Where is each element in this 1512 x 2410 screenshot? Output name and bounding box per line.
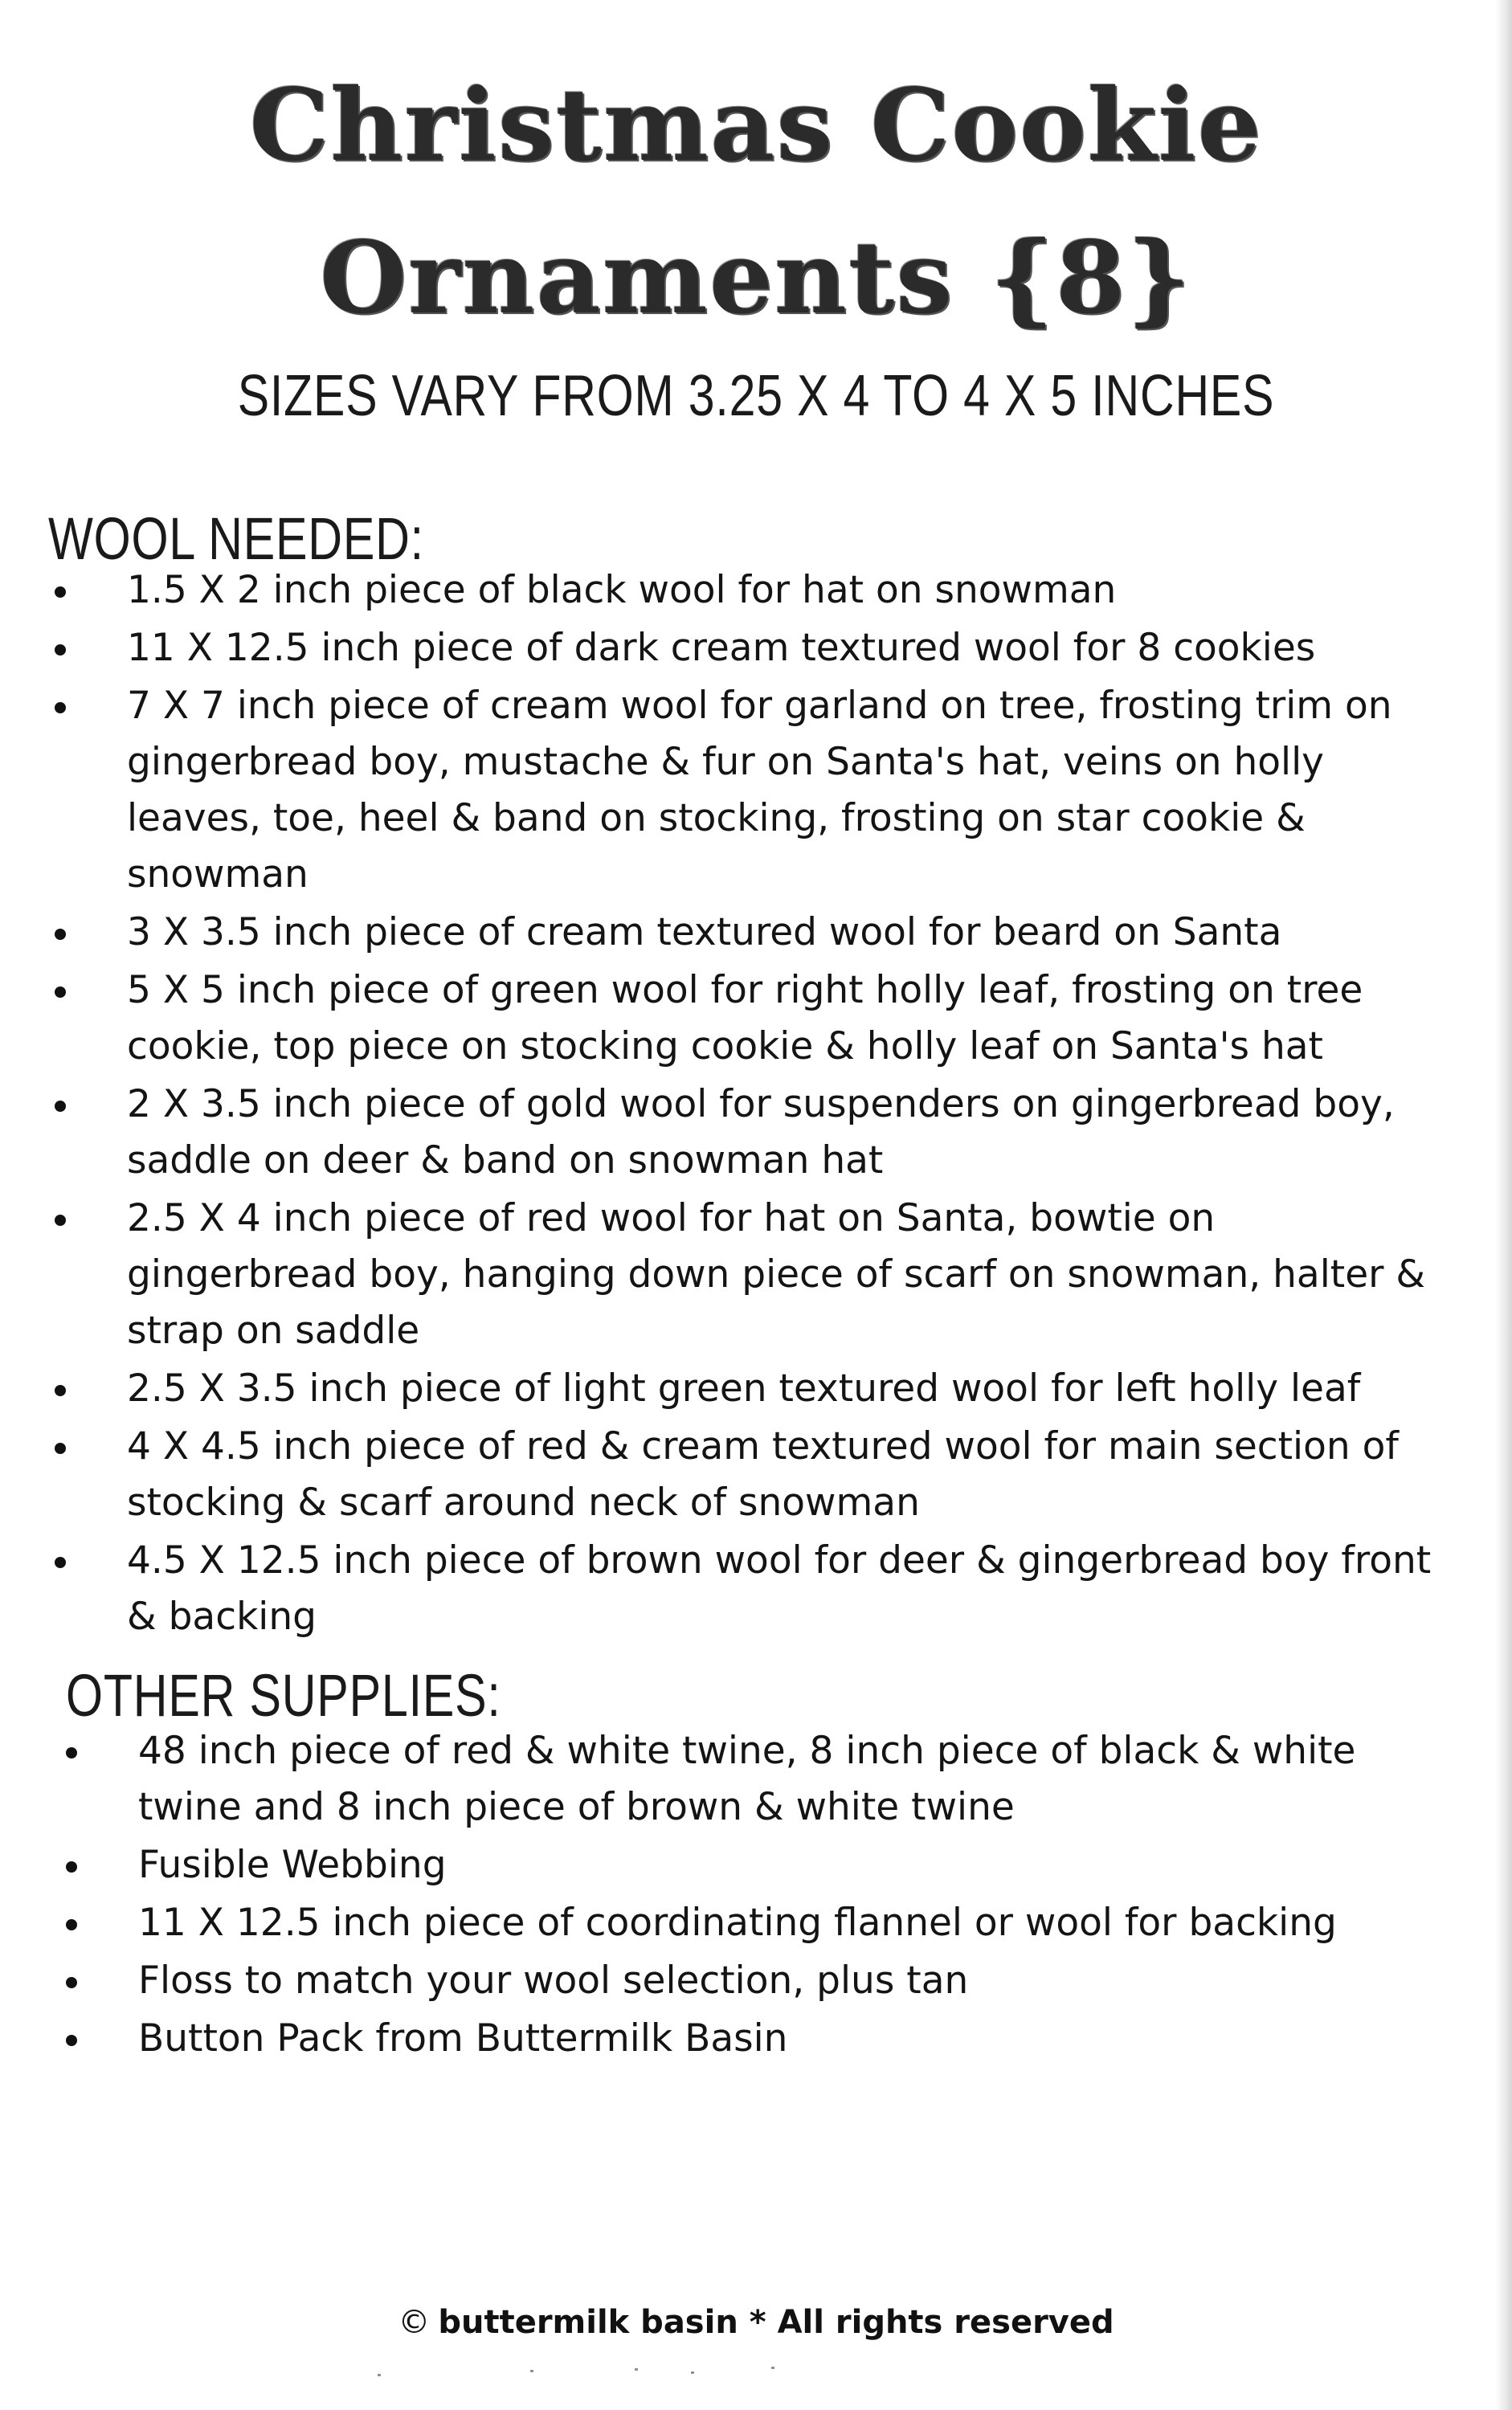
copyright-symbol: ©: [398, 2304, 431, 2341]
list-item-text: 5 X 5 inch piece of green wool for right holly leaf, frosting on tree cookie, top piece on stocking cookie & holly leaf on Santa's hat: [127, 968, 1363, 1068]
bullet-icon: [55, 1101, 66, 1112]
list-item: [64, 1837, 1430, 1893]
bullet-icon: [55, 586, 66, 598]
list-item-text: 11 X 12.5 inch piece of dark cream textured wool for 8 cookies: [127, 626, 1316, 670]
bullet-icon: [66, 1919, 77, 1930]
list-item-text: Floss to match your wool selection, plus tan: [138, 1959, 969, 2003]
list-item: [53, 962, 1451, 1075]
scan-speck: [771, 2367, 774, 2369]
other-supplies-list: [64, 1723, 1430, 2069]
list-item: [53, 1533, 1451, 1645]
other-supplies-heading: OTHER SUPPLIES:: [66, 1662, 501, 1729]
title-line-1: Christmas Cookie: [249, 67, 1263, 184]
bullet-icon: [66, 2035, 77, 2046]
list-item: [64, 1723, 1430, 1836]
list-item-text: 1.5 X 2 inch piece of black wool for hat on snowman: [127, 568, 1117, 612]
list-item: [53, 1076, 1451, 1189]
list-item-text: 2.5 X 3.5 inch piece of light green textured wool for left holly leaf: [127, 1366, 1361, 1411]
list-item-text: 3 X 3.5 inch piece of cream textured wool for beard on Santa: [127, 910, 1282, 954]
list-item-text: 4.5 X 12.5 inch piece of brown wool for deer & gingerbread boy front & backing: [127, 1538, 1432, 1639]
bullet-icon: [55, 1443, 66, 1454]
list-item: [53, 678, 1451, 903]
scan-speck: [691, 2371, 694, 2374]
list-item: [53, 1191, 1451, 1359]
scan-speck: [378, 2374, 381, 2376]
bullet-icon: [55, 986, 66, 998]
scan-speck: [530, 2370, 533, 2372]
list-item-text: Button Pack from Buttermilk Basin: [138, 2016, 788, 2061]
bullet-icon: [55, 929, 66, 940]
bullet-icon: [55, 1215, 66, 1226]
list-item: [64, 1953, 1430, 2009]
bullet-icon: [55, 1557, 66, 1568]
list-item: [53, 562, 1451, 619]
bullet-icon: [55, 702, 66, 713]
copyright-text: buttermilk basin * All rights reserved: [438, 2304, 1114, 2341]
bullet-icon: [66, 1977, 77, 1988]
list-item-text: 7 X 7 inch piece of cream wool for garland on tree, frosting trim on gingerbread boy, mustache & fur on Santa's hat, veins on holly leaves, toe, heel & band on stocking, frosting on star cookie & snowman: [127, 684, 1392, 897]
copyright-footer: [0, 2304, 1512, 2341]
subtitle-sizes: SIZES VARY FROM 3.25 X 4 TO 4 X 5 INCHES: [237, 364, 1275, 428]
bullet-icon: [66, 1747, 77, 1758]
list-item-text: 11 X 12.5 inch piece of coordinating flannel or wool for backing: [138, 1901, 1337, 1945]
scan-edge-shadow: [1496, 0, 1512, 2410]
list-item: [53, 905, 1451, 961]
list-item-text: 4 X 4.5 inch piece of red & cream textured wool for main section of stocking & scarf around neck of snowman: [127, 1424, 1399, 1525]
list-item: [53, 620, 1451, 676]
list-item: [64, 1895, 1430, 1951]
bullet-icon: [55, 644, 66, 656]
bullet-icon: [66, 1861, 77, 1873]
wool-needed-heading: WOOL NEEDED:: [48, 505, 424, 572]
list-item-text: Fusible Webbing: [138, 1843, 447, 1887]
list-item-text: 2.5 X 4 inch piece of red wool for hat on Santa, bowtie on gingerbread boy, hanging down piece of scarf on snowman, halter & strap on saddle: [127, 1196, 1426, 1353]
title-line-2: Ornaments {8}: [319, 220, 1193, 337]
list-item: [64, 2011, 1430, 2067]
wool-needed-list: [53, 562, 1451, 1647]
list-item-text: 2 X 3.5 inch piece of gold wool for suspenders on gingerbread boy, saddle on deer & band on snowman hat: [127, 1082, 1395, 1183]
bullet-icon: [55, 1385, 66, 1396]
list-item-text: 48 inch piece of red & white twine, 8 inch piece of black & white twine and 8 inch piece of brown & white twine: [138, 1729, 1356, 1829]
list-item: [53, 1361, 1451, 1417]
list-item: [53, 1419, 1451, 1531]
scan-speck: [635, 2368, 638, 2371]
